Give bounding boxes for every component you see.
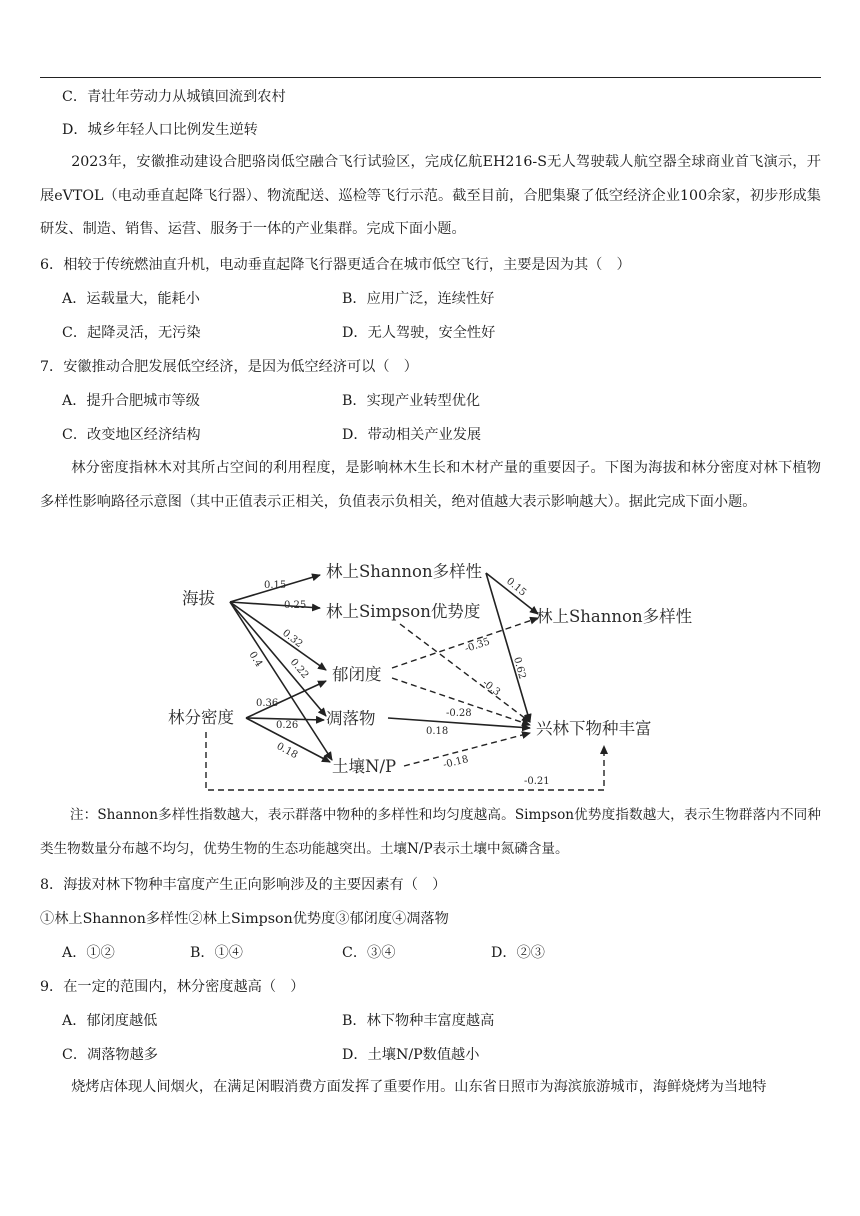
node-litter: 凋落物 — [326, 709, 376, 728]
edge-litter-rich — [388, 718, 530, 728]
question-6-stem: 6．相较于传统燃油直升机，电动垂直起降飞行器更适合在城市低空飞行，主要是因为其（ ） — [40, 257, 631, 273]
question-7-option-b: B．实现产业转型优化 — [342, 393, 481, 409]
question-7-option-a: A．提升合肥城市等级 — [62, 393, 200, 409]
node-shannon-right: 林上Shannon多样性 — [536, 607, 693, 626]
label-den-rich: -0.21 — [524, 776, 550, 787]
label-litter-rich: 0.18 — [426, 726, 449, 737]
question-9-stem: 9．在一定的范围内，林分密度越高（ ） — [40, 979, 305, 995]
label-alt-shannon: 0.15 — [264, 580, 287, 591]
question-7-option-c: C．改变地区经济结构 — [62, 427, 201, 443]
label-den-litter: 0.26 — [276, 720, 299, 731]
label-canopy-shannon: -0.35 — [463, 636, 492, 655]
question-9-option-c: C．凋落物越多 — [62, 1047, 158, 1063]
label-alt-litter: 0.22 — [287, 656, 311, 681]
label-shannon-rich: 0.62 — [511, 655, 528, 681]
question-8-items: ①林上Shannon多样性②林上Simpson优势度③郁闭度④凋落物 — [40, 911, 449, 927]
label-alt-soil: 0.4 — [246, 649, 265, 670]
question-7-stem: 7．安徽推动合肥发展低空经济，是因为低空经济可以（ ） — [40, 359, 418, 375]
question-7-option-d: D．带动相关产业发展 — [342, 427, 482, 443]
label-shannon-shannon: 0.15 — [504, 575, 529, 599]
label-soil-rich: -0.18 — [442, 754, 470, 771]
label-alt-canopy: 0.32 — [280, 627, 305, 651]
label-simpson-rich: -0.3 — [480, 677, 503, 699]
passage-low-altitude: 2023年，安徽推动建设合肥骆岗低空融合飞行试验区，完成亿航EH216-S无人驾驶载人航空器全球商业首飞演示，开展eVTOL（电动垂直起降飞行器）、物流配送、巡检等飞行示范。截至目前，合肥集聚了低空经济企业100余家，初步形成集研发、制造、销售、运营、服务于一体的产业集群。完成下面小题。 — [40, 154, 821, 237]
question-8-stem: 8．海拔对林下物种丰富度产生正向影响涉及的主要因素有（ ） — [40, 877, 447, 893]
edge-alt-simpson — [230, 602, 320, 608]
question-9-option-a: A．郁闭度越低 — [62, 1013, 158, 1029]
question-6-option-d: D．无人驾驶，安全性好 — [342, 325, 496, 341]
node-simpson: 林上Simpson优势度 — [326, 602, 481, 621]
label-alt-simpson: 0.25 — [284, 600, 307, 611]
passage-barbecue: 烧烤店体现人间烟火，在满足闲暇消费方面发挥了重要作用。山东省日照市为海滨旅游城市，海鲜烧烤为当地特 — [71, 1079, 767, 1095]
label-den-soil: 0.18 — [274, 740, 300, 762]
node-canopy: 郁闭度 — [332, 665, 382, 684]
node-shannon-up: 林上Shannon多样性 — [326, 562, 483, 581]
question-9-option-d: D．土壤N/P数值越小 — [342, 1047, 480, 1063]
option-c-prev: C．青壮年劳动力从城镇回流到农村 — [62, 89, 286, 105]
label-canopy-rich: -0.28 — [446, 708, 472, 719]
node-soil: 土壤N/P — [332, 757, 397, 776]
question-6-option-b: B．应用广泛，连续性好 — [342, 291, 495, 307]
header-rule — [40, 77, 821, 78]
node-density: 林分密度 — [168, 708, 234, 727]
passage-forest-density: 林分密度指林木对其所占空间的利用程度，是影响林木生长和木材产量的重要因子。下图为海拔和林分密度对林下植物多样性影响路径示意图（其中正值表示正相关，负值表示负相关，绝对值越大表示影响越大）。据此完成下面小题。 — [40, 460, 821, 510]
diagram-note: 注：Shannon多样性指数越大，表示群落中物种的多样性和均匀度越高。Simpson优势度指数越大，表示生物群落内不同种类生物数量分布越不均匀，优势生物的生态功能越突出。土壤N/P表示土壤中氮磷含量。 — [40, 807, 821, 857]
question-6-option-c: C．起降灵活，无污染 — [62, 325, 201, 341]
label-den-canopy: 0.36 — [256, 698, 279, 709]
question-9-option-b: B．林下物种丰富度越高 — [342, 1013, 495, 1029]
node-altitude: 海拔 — [182, 589, 215, 608]
question-6-option-a: A．运载量大，能耗小 — [62, 291, 200, 307]
path-diagram — [0, 548, 860, 798]
option-d-prev: D．城乡年轻人口比例发生逆转 — [62, 122, 258, 138]
question-8-option-a: A．①② — [62, 945, 115, 961]
question-8-option-d: D．②③ — [491, 945, 545, 961]
node-richness: 兴林下物种丰富 — [536, 719, 652, 738]
question-8-option-c: C．③④ — [342, 945, 396, 961]
question-8-option-b: B．①④ — [190, 945, 243, 961]
